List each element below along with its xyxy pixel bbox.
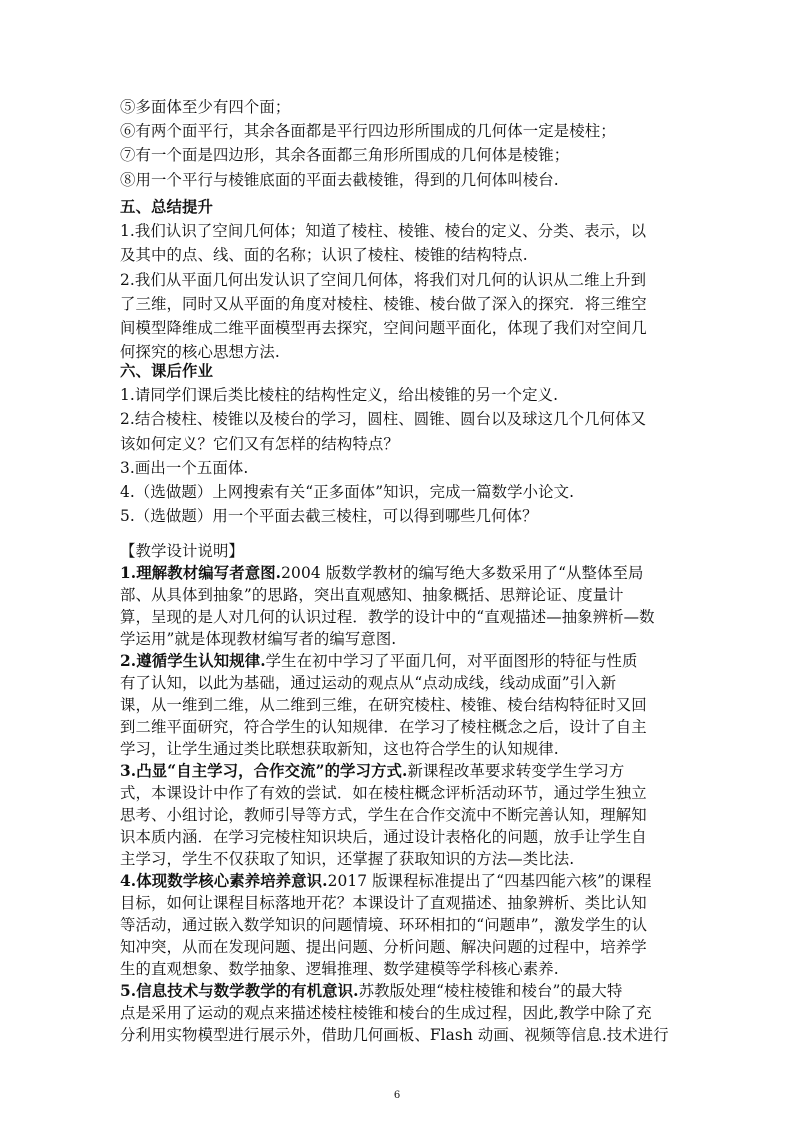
paragraph-title: 3.凸显“自主学习，合作交流”的学习方式. <box>120 762 408 780</box>
list-block <box>120 95 676 192</box>
list-item: ⑥有两个面平行，其余各面都是平行四边形所围成的几何体一定是棱柱； <box>120 122 616 141</box>
list-item: ⑧用一个平行与棱锥底面的平面去截棱锥，得到的几何体叫棱台. <box>120 170 559 189</box>
paragraph-line: 生的直观想象、数学抽象、逻辑推理、数学建模等学科核心素养. <box>120 960 559 978</box>
list-item: ⑦有一个面是四边形，其余各面都三角形所围成的几何体是棱锥； <box>120 146 570 165</box>
paragraph-line: 间模型降维成二维平面模型再去探究，空间问题平面化，体现了我们对空间几 <box>120 318 647 337</box>
paragraph-line: 课，从一维到二维，从二维到三维，在研究棱柱、棱锥、棱台结构特征时又回 <box>120 696 647 714</box>
paragraph-line: 及其中的点、线、面的名称；认识了棱柱、棱锥的结构特点. <box>120 246 528 265</box>
paragraph-title: 4.体现数学核心素养培养意识. <box>120 872 328 890</box>
design-notes-heading: 【教学设计说明】 <box>120 542 244 560</box>
paragraph-title: 2.遵循学生认知规律. <box>120 652 266 670</box>
paragraph-line: 2.遵循学生认知规律.学生在初中学习了平面几何，对平面图形的特征与性质 <box>120 652 638 670</box>
paragraph-line: 算，呈现的是人对几何的认识过程．教学的设计中的“直观描述—抽象辨析—数 <box>120 608 655 626</box>
paragraph-line: 2.我们从平面几何出发认识了空间几何体，将我们对几何的认识从二维上升到 <box>120 270 647 289</box>
paragraph-line: 知冲突，从而在发现问题、提出问题、分析问题、解决问题的过程中，培养学 <box>120 938 647 956</box>
paragraph-line: 了三维，同时又从平面的角度对棱柱、棱锥、棱台做了深入的探究．将三维空 <box>120 294 647 313</box>
paragraph-line: 1.我们认识了空间几何体；知道了棱柱、棱锥、棱台的定义、分类、表示，以 <box>120 222 647 241</box>
paragraph-line: 学运用”就是体现教材编写者的编写意图. <box>120 630 397 648</box>
homework-section <box>120 359 676 528</box>
homework-item: 5.（选做题）用一个平面去截三棱柱，可以得到哪些几何体？ <box>120 507 538 526</box>
homework-item: 2.结合棱柱、棱锥以及棱台的学习，圆柱、圆锥、圆台以及球这几个几何体又 <box>120 410 647 429</box>
paragraph-line: 何探究的核心思想方法. <box>120 343 280 362</box>
paragraph-line: 主学习，学生不仅获取了知识，还掌握了获取知识的方法—类比法. <box>120 850 575 868</box>
paragraph-line: 4.体现数学核心素养培养意识.2017 版课程标准提出了“四基四能六核”的课程 <box>120 872 652 890</box>
paragraph-line: 5.信息技术与数学教学的有机意识.苏教版处理“棱柱棱锥和棱台”的最大特 <box>120 982 623 1000</box>
section-heading-homework: 六、课后作业 <box>120 362 213 380</box>
homework-item: 4.（选做题）上网搜索有关“正多面体”知识，完成一篇数学小论文. <box>120 482 575 501</box>
homework-item: 该如何定义？它们又有怎样的结构特点？ <box>120 434 399 453</box>
paragraph-line: 部、从具体到抽象”的思路，突出直观感知、抽象概括、思辩论证、度量计 <box>120 586 624 604</box>
design-notes-section <box>120 540 680 1046</box>
paragraph-line: 思考、小组讨论，教师引导等方式，学生在合作交流中不断完善认知，理解知 <box>120 806 647 824</box>
section-heading-summary: 五、总结提升 <box>120 198 213 216</box>
paragraph-line: 到二维平面研究，符合学生的认知规律．在学习了棱柱概念之后，设计了自主 <box>120 718 647 736</box>
paragraph-line: 1.理解教材编写者意图.2004 版数学教材的编写绝大多数采用了“从整体至局 <box>120 564 644 582</box>
paragraph-line: 识本质内涵．在学习完棱柱知识块后，通过设计表格化的问题，放手让学生自 <box>120 828 647 846</box>
paragraph-title: 1.理解教材编写者意图. <box>120 564 282 582</box>
paragraph-line: 有了认知，以此为基础，通过运动的观点从“点动成线，线动成面”引入新 <box>120 674 617 692</box>
paragraph-line: 等活动，通过嵌入数学知识的问题情境、环环相扣的“问题串”，激发学生的认 <box>120 916 648 934</box>
homework-item: 1.请同学们课后类比棱柱的结构性定义，给出棱锥的另一个定义. <box>120 386 559 405</box>
paragraph-title: 5.信息技术与数学教学的有机意识. <box>120 982 359 1000</box>
paragraph-line: 3.凸显“自主学习，合作交流”的学习方式.新课程改革要求转变学生学习方 <box>120 762 625 780</box>
paragraph-line: 学习，让学生通过类比联想获取新知，这也符合学生的认知规律. <box>120 740 559 758</box>
paragraph-line: 目标，如何让课程目标落地开花？本课设计了直观描述、抽象辨析、类比认知 <box>120 894 647 912</box>
list-item: ⑤多面体至少有四个面； <box>120 98 291 116</box>
page-number: 6 <box>393 1090 401 1101</box>
summary-section <box>120 195 676 364</box>
homework-item: 3.画出一个五面体. <box>120 458 249 477</box>
paragraph-line: 分利用实物模型进行展示外，借助几何画板、Flash 动画、视频等信息.技术进行 <box>120 1026 669 1044</box>
paragraph-line: 点是采用了运动的观点来描述棱柱棱锥和棱台的生成过程，因此,教学中除了充 <box>120 1004 652 1022</box>
paragraph-line: 式，本课设计中作了有效的尝试．如在棱柱概念评析活动环节，通过学生独立 <box>120 784 647 802</box>
